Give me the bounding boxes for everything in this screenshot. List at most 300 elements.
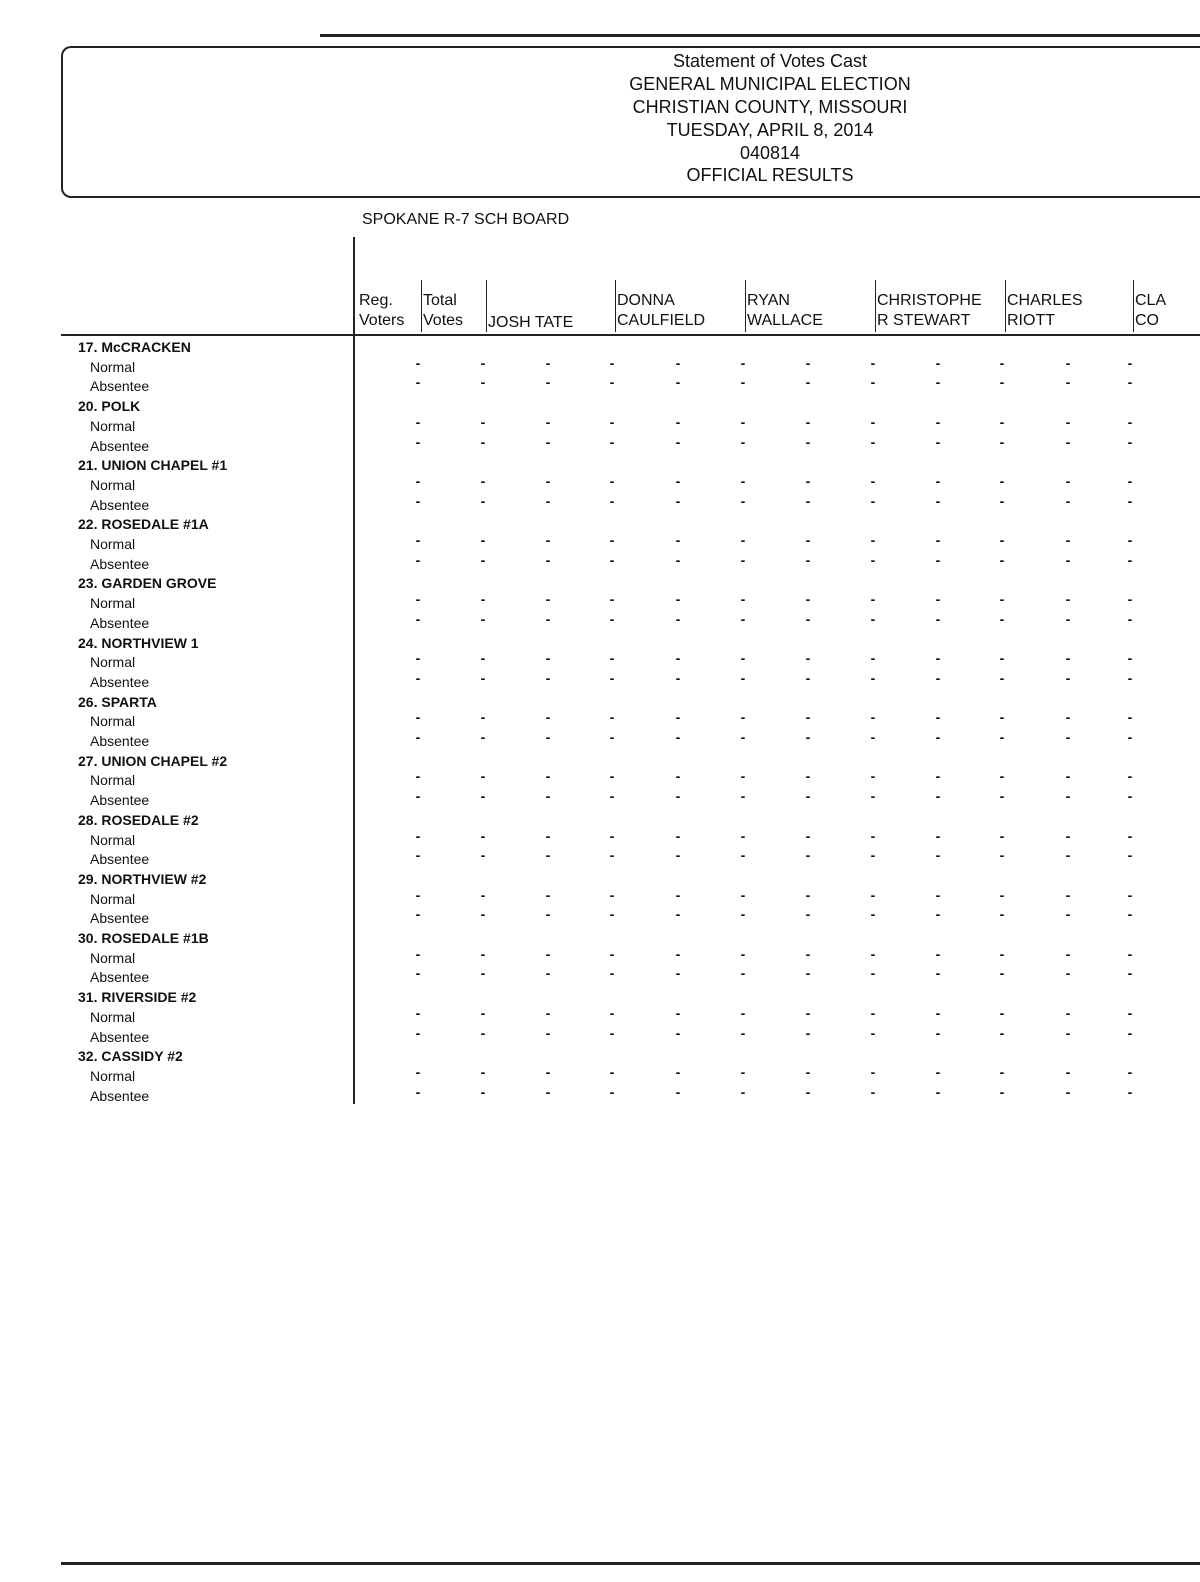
vote-cell: -: [740, 413, 746, 430]
vote-cell: -: [545, 886, 551, 903]
vote-cell: -: [1065, 591, 1071, 608]
column-header: CHARLES RIOTT: [1007, 292, 1083, 329]
row-type-label: Normal: [90, 358, 136, 375]
precinct-label: 21. UNION CHAPEL #1: [78, 457, 228, 474]
vote-cell: -: [675, 413, 681, 430]
vote-cell: -: [805, 1004, 811, 1021]
vote-cell: -: [480, 886, 486, 903]
header-status: OFFICIAL RESULTS: [686, 165, 854, 185]
vote-cell: -: [1127, 788, 1133, 805]
vote-cell: -: [740, 354, 746, 371]
vote-cell: -: [740, 768, 746, 785]
vote-cell: -: [805, 847, 811, 864]
vote-cell: -: [545, 591, 551, 608]
vote-cell: -: [1065, 610, 1071, 627]
vote-cell: -: [1065, 354, 1071, 371]
row-type-label: Absentee: [90, 496, 150, 513]
vote-cell: -: [675, 591, 681, 608]
vote-cell: -: [609, 788, 615, 805]
vote-cell: -: [609, 374, 615, 391]
vote-cell: -: [740, 709, 746, 726]
vote-cell: -: [545, 1063, 551, 1080]
vote-cell: -: [805, 788, 811, 805]
vote-cell: -: [935, 729, 941, 745]
vote-cell: -: [545, 413, 551, 430]
vote-cell: -: [740, 492, 746, 509]
vote-cell: -: [870, 827, 876, 844]
vote-cell: -: [999, 650, 1005, 667]
vote-cell: -: [545, 492, 551, 509]
row-type-label: Absentee: [90, 437, 150, 454]
vote-cell: -: [1127, 472, 1133, 489]
column-header: Reg. Voters: [359, 292, 405, 329]
vote-cell: -: [740, 532, 746, 548]
vote-cell: -: [1065, 551, 1071, 568]
vote-cell: -: [805, 669, 811, 686]
vote-cell: -: [675, 768, 681, 785]
vote-cell: -: [609, 551, 615, 568]
vote-cell: -: [999, 768, 1005, 785]
vote-cell: -: [805, 354, 811, 371]
vote-cell: -: [870, 847, 876, 864]
vote-cell: -: [870, 1004, 876, 1021]
vote-cell: -: [415, 1024, 421, 1041]
vote-cell: -: [999, 492, 1005, 509]
vote-cell: -: [740, 669, 746, 686]
vote-cell: -: [1065, 906, 1071, 923]
vote-cell: -: [415, 827, 421, 844]
row-type-label: Absentee: [90, 792, 150, 809]
vote-cell: -: [609, 650, 615, 667]
vote-cell: -: [870, 472, 876, 489]
vote-cell: -: [415, 729, 421, 745]
row-type-label: Normal: [90, 476, 136, 493]
vote-cell: -: [545, 847, 551, 864]
vote-cell: -: [935, 709, 941, 726]
vote-cell: -: [480, 472, 486, 489]
vote-cell: -: [609, 945, 615, 962]
vote-cell: -: [609, 768, 615, 785]
vote-cell: -: [675, 610, 681, 627]
vote-cell: -: [415, 610, 421, 627]
vote-cell: -: [1127, 433, 1133, 450]
vote-cell: -: [545, 354, 551, 371]
vote-cell: -: [999, 965, 1005, 982]
vote-cell: -: [545, 827, 551, 844]
vote-cell: -: [805, 768, 811, 785]
vote-cell: -: [870, 886, 876, 903]
vote-cell: -: [805, 591, 811, 608]
vote-cell: -: [870, 650, 876, 667]
vote-cell: -: [1127, 945, 1133, 962]
vote-cell: -: [999, 354, 1005, 371]
header-top-rule: [320, 34, 1200, 37]
row-type-label: Normal: [90, 713, 136, 730]
vote-cell: -: [999, 374, 1005, 391]
column-header: CLA CO: [1135, 292, 1167, 329]
row-type-label: Absentee: [90, 378, 150, 395]
vote-cell: -: [870, 1063, 876, 1080]
vote-cell: -: [609, 610, 615, 627]
vote-cell: -: [740, 374, 746, 391]
vote-cell: -: [740, 788, 746, 805]
vote-cell: -: [415, 433, 421, 450]
row-type-label: Normal: [90, 536, 136, 552]
vote-cell: -: [1127, 886, 1133, 903]
vote-cell: -: [740, 729, 746, 745]
vote-cell: -: [1127, 669, 1133, 686]
vote-cell: -: [609, 1063, 615, 1080]
header-code: 040814: [739, 143, 801, 163]
vote-cell: -: [609, 709, 615, 726]
vote-cell: -: [1127, 729, 1133, 745]
row-type-label: Normal: [90, 831, 136, 848]
vote-cell: -: [545, 709, 551, 726]
vote-cell: -: [1065, 1004, 1071, 1021]
vote-cell: -: [1065, 788, 1071, 805]
vote-cell: -: [415, 472, 421, 489]
vote-cell: -: [1127, 413, 1133, 430]
vote-cell: -: [675, 945, 681, 962]
vote-cell: -: [1065, 1083, 1071, 1100]
vote-cell: -: [935, 965, 941, 982]
vote-cell: -: [805, 1083, 811, 1100]
vote-cell: -: [545, 965, 551, 982]
vote-cell: -: [675, 1024, 681, 1041]
vote-cell: -: [935, 551, 941, 568]
vote-cell: -: [1127, 827, 1133, 844]
vote-cell: -: [870, 669, 876, 686]
vote-cell: -: [480, 650, 486, 667]
vote-cell: -: [480, 768, 486, 785]
vote-cell: -: [999, 1004, 1005, 1021]
vote-cell: -: [480, 965, 486, 982]
vote-cell: -: [1065, 886, 1071, 903]
vote-cell: -: [675, 847, 681, 864]
row-type-label: Absentee: [90, 1028, 150, 1045]
vote-cell: -: [805, 965, 811, 982]
vote-cell: -: [999, 827, 1005, 844]
vote-cell: -: [1065, 374, 1071, 391]
vote-cell: -: [480, 945, 486, 962]
vote-cell: -: [415, 768, 421, 785]
vote-cell: -: [805, 374, 811, 391]
vote-cell: -: [675, 532, 681, 548]
vote-cell: -: [480, 1004, 486, 1021]
vote-cell: -: [675, 886, 681, 903]
vote-cell: -: [805, 1024, 811, 1041]
header-title: Statement of Votes Cast: [672, 51, 868, 71]
vote-cell: -: [870, 788, 876, 805]
vote-cell: -: [1127, 551, 1133, 568]
vote-cell: -: [935, 591, 941, 608]
vote-cell: -: [609, 886, 615, 903]
vote-cell: -: [480, 354, 486, 371]
vote-cell: -: [480, 788, 486, 805]
vote-cell: -: [1127, 906, 1133, 923]
vote-cell: -: [999, 1024, 1005, 1041]
vote-cell: -: [740, 551, 746, 568]
row-type-label: Normal: [90, 417, 136, 434]
precinct-label: 32. CASSIDY #2: [78, 1048, 183, 1065]
vote-cell: -: [740, 1024, 746, 1041]
vote-cell: -: [1065, 532, 1071, 548]
vote-cell: -: [609, 433, 615, 450]
row-type-label: Absentee: [90, 969, 150, 986]
vote-cell: -: [999, 669, 1005, 686]
row-type-label: Normal: [90, 890, 136, 907]
vote-cell: -: [805, 413, 811, 430]
vote-cell: -: [609, 492, 615, 509]
vote-cell: -: [935, 532, 941, 548]
row-type-label: Absentee: [90, 555, 150, 572]
vote-cell: -: [415, 847, 421, 864]
vote-cell: -: [935, 788, 941, 805]
vote-cell: -: [1065, 709, 1071, 726]
vote-cell: -: [805, 650, 811, 667]
vote-cell: -: [870, 1083, 876, 1100]
vote-cell: -: [675, 1083, 681, 1100]
vote-cell: -: [480, 532, 486, 548]
vote-cell: -: [480, 827, 486, 844]
vote-cell: -: [935, 413, 941, 430]
row-type-label: Absentee: [90, 614, 150, 631]
vote-cell: -: [1065, 650, 1071, 667]
vote-cell: -: [1065, 945, 1071, 962]
vote-cell: -: [480, 847, 486, 864]
vote-cell: -: [935, 374, 941, 391]
vote-cell: -: [870, 1024, 876, 1041]
vote-cell: -: [480, 492, 486, 509]
vote-cell: -: [1065, 768, 1071, 785]
vote-cell: -: [415, 354, 421, 371]
vote-cell: -: [675, 472, 681, 489]
vote-cell: -: [1127, 610, 1133, 627]
row-type-label: Normal: [90, 949, 136, 966]
vote-cell: -: [870, 374, 876, 391]
vote-cell: -: [1065, 847, 1071, 864]
vote-cell: -: [1127, 532, 1133, 548]
vote-cell: -: [480, 1083, 486, 1100]
row-type-label: Absentee: [90, 1087, 150, 1104]
vote-cell: -: [480, 551, 486, 568]
vote-cell: -: [999, 1063, 1005, 1080]
vote-cell: -: [740, 827, 746, 844]
vote-cell: -: [870, 709, 876, 726]
vote-cell: -: [1127, 591, 1133, 608]
column-header: JOSH TATE: [488, 314, 574, 331]
vote-cell: -: [675, 1004, 681, 1021]
column-divider: [1133, 280, 1134, 332]
vote-cell: -: [1065, 1063, 1071, 1080]
vote-cell: -: [935, 906, 941, 923]
vote-cell: -: [415, 965, 421, 982]
vote-cell: -: [609, 906, 615, 923]
row-type-label: Absentee: [90, 733, 150, 749]
vote-cell: -: [1127, 1083, 1133, 1100]
vote-cell: -: [740, 433, 746, 450]
vote-cell: -: [1127, 354, 1133, 371]
column-divider: [745, 280, 746, 332]
vote-cell: -: [545, 945, 551, 962]
vote-cell: -: [609, 729, 615, 745]
precinct-label: 20. POLK: [78, 398, 141, 415]
vote-cell: -: [740, 1083, 746, 1100]
vote-cell: -: [609, 965, 615, 982]
vote-cell: -: [935, 1063, 941, 1080]
vote-cell: -: [740, 945, 746, 962]
vote-cell: -: [870, 354, 876, 371]
vote-cell: -: [415, 709, 421, 726]
vote-cell: -: [480, 433, 486, 450]
vote-cell: -: [480, 709, 486, 726]
vote-cell: -: [999, 551, 1005, 568]
vote-cell: -: [1065, 413, 1071, 430]
vote-cell: -: [870, 532, 876, 548]
precinct-label: 31. RIVERSIDE #2: [78, 989, 197, 1006]
vote-cell: -: [935, 354, 941, 371]
vote-cell: -: [609, 847, 615, 864]
vote-cell: -: [870, 413, 876, 430]
vote-cell: -: [415, 650, 421, 667]
vote-cell: -: [1065, 827, 1071, 844]
header-election: GENERAL MUNICIPAL ELECTION: [629, 74, 911, 94]
vote-cell: -: [545, 433, 551, 450]
vote-cell: -: [415, 1063, 421, 1080]
vote-cell: -: [1127, 650, 1133, 667]
vote-cell: -: [805, 906, 811, 923]
vote-cell: -: [999, 788, 1005, 805]
table-left-rule: [353, 237, 355, 1104]
vote-cell: -: [415, 886, 421, 903]
vote-cell: -: [740, 591, 746, 608]
vote-cell: -: [805, 551, 811, 568]
vote-cell: -: [480, 591, 486, 608]
vote-cell: -: [1065, 1024, 1071, 1041]
vote-cell: -: [545, 768, 551, 785]
precinct-label: 26. SPARTA: [78, 693, 157, 710]
vote-cell: -: [999, 886, 1005, 903]
precinct-label: 30. ROSEDALE #1B: [78, 930, 209, 946]
row-type-label: Absentee: [90, 673, 150, 690]
vote-cell: -: [740, 906, 746, 923]
vote-cell: -: [870, 433, 876, 450]
vote-cell: -: [740, 650, 746, 667]
vote-cell: -: [480, 1063, 486, 1080]
vote-cell: -: [870, 492, 876, 509]
column-divider: [421, 280, 422, 332]
vote-cell: -: [805, 472, 811, 489]
vote-cell: -: [675, 492, 681, 509]
vote-cell: -: [805, 709, 811, 726]
column-header: CHRISTOPHE R STEWART: [877, 292, 982, 329]
vote-cell: -: [740, 610, 746, 627]
vote-cell: -: [1065, 965, 1071, 982]
vote-cell: -: [415, 413, 421, 430]
vote-cell: -: [1065, 433, 1071, 450]
vote-cell: -: [545, 729, 551, 745]
vote-cell: -: [480, 413, 486, 430]
column-header: RYAN WALLACE: [747, 292, 823, 329]
vote-cell: -: [935, 1083, 941, 1100]
vote-cell: -: [805, 945, 811, 962]
vote-cell: -: [545, 1083, 551, 1100]
vote-cell: -: [935, 827, 941, 844]
header-date: TUESDAY, APRIL 8, 2014: [666, 120, 874, 140]
column-divider: [486, 280, 487, 332]
vote-cell: -: [999, 433, 1005, 450]
vote-cell: -: [480, 610, 486, 627]
vote-cell: -: [545, 906, 551, 923]
vote-cell: -: [545, 650, 551, 667]
vote-cell: -: [740, 1004, 746, 1021]
vote-cell: -: [935, 492, 941, 509]
vote-cell: -: [609, 472, 615, 489]
vote-cell: -: [1127, 1024, 1133, 1041]
vote-cell: -: [1127, 374, 1133, 391]
row-type-label: Normal: [90, 1008, 136, 1025]
vote-cell: -: [545, 374, 551, 391]
vote-cell: -: [870, 610, 876, 627]
column-divider: [875, 280, 876, 332]
vote-cell: -: [415, 1083, 421, 1100]
vote-cell: -: [609, 591, 615, 608]
vote-cell: -: [609, 1004, 615, 1021]
vote-cell: -: [675, 827, 681, 844]
vote-cell: -: [480, 374, 486, 391]
vote-cell: -: [675, 669, 681, 686]
vote-cell: -: [999, 847, 1005, 864]
vote-cell: -: [609, 1083, 615, 1100]
vote-cell: -: [935, 610, 941, 627]
vote-cell: -: [805, 827, 811, 844]
vote-cell: -: [935, 433, 941, 450]
vote-cell: -: [935, 768, 941, 785]
row-type-label: Normal: [90, 1067, 136, 1084]
vote-cell: -: [935, 669, 941, 686]
vote-cell: -: [999, 472, 1005, 489]
vote-cell: -: [999, 709, 1005, 726]
row-type-label: Absentee: [90, 851, 150, 868]
page-bottom-rule: [61, 1562, 1200, 1565]
vote-cell: -: [675, 906, 681, 923]
vote-cell: -: [609, 532, 615, 548]
vote-cell: -: [935, 886, 941, 903]
row-type-label: Normal: [90, 772, 136, 789]
vote-cell: -: [480, 1024, 486, 1041]
contest-title: SPOKANE R-7 SCH BOARD: [362, 211, 570, 228]
precinct-label: 22. ROSEDALE #1A: [78, 516, 209, 533]
vote-cell: -: [999, 729, 1005, 745]
vote-cell: -: [675, 650, 681, 667]
vote-cell: -: [415, 669, 421, 686]
vote-cell: -: [740, 472, 746, 489]
vote-cell: -: [999, 532, 1005, 548]
precinct-label: 29. NORTHVIEW #2: [78, 870, 207, 887]
vote-cell: -: [545, 788, 551, 805]
precinct-label: 24. NORTHVIEW 1: [78, 634, 199, 651]
vote-cell: -: [1127, 965, 1133, 982]
vote-cell: -: [1127, 709, 1133, 726]
vote-cell: -: [740, 847, 746, 864]
vote-cell: -: [870, 965, 876, 982]
vote-cell: -: [609, 827, 615, 844]
vote-cell: -: [870, 906, 876, 923]
precinct-label: 27. UNION CHAPEL #2: [78, 752, 228, 769]
vote-cell: -: [545, 669, 551, 686]
vote-cell: -: [415, 788, 421, 805]
vote-cell: -: [870, 945, 876, 962]
